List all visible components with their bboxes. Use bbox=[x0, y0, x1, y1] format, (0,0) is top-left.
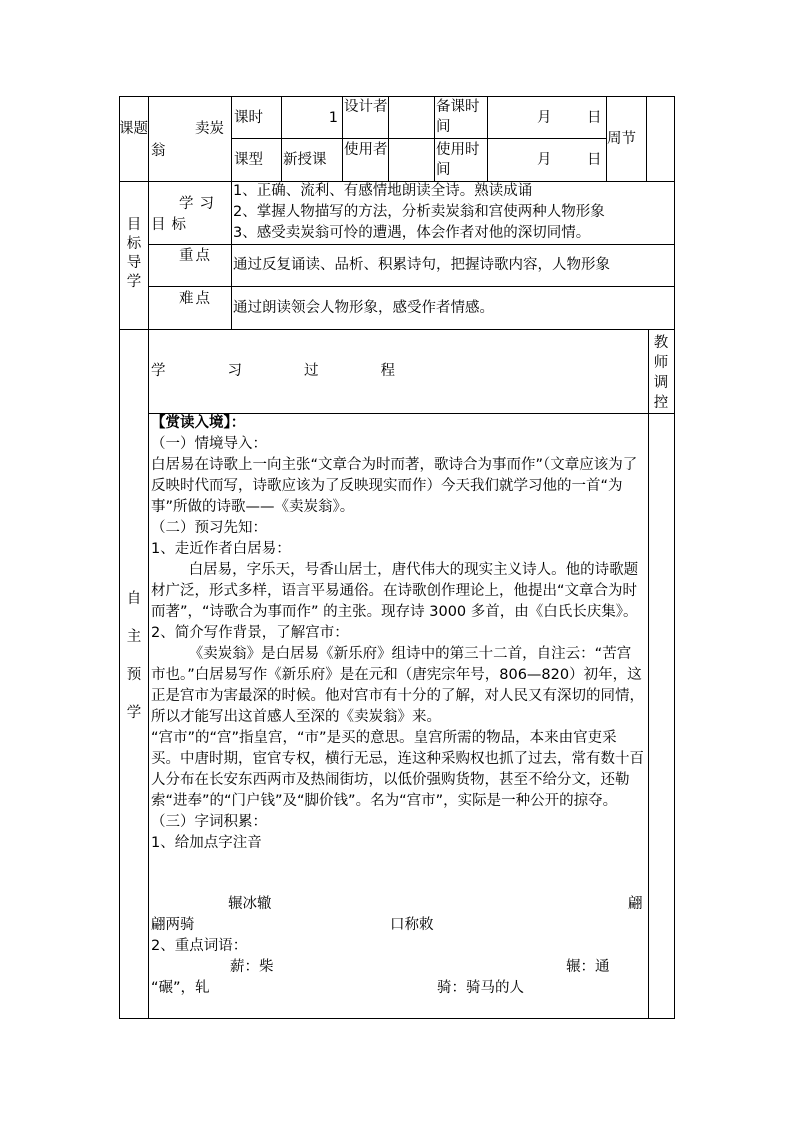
objective-3: 3、感受卖炭翁可怜的遭遇，体会作者对他的深切同情。 bbox=[233, 225, 591, 241]
designer-label: 设计者 bbox=[344, 99, 388, 115]
type-label: 课型 bbox=[234, 152, 263, 168]
prep-day: 日 bbox=[587, 110, 602, 126]
pinyin-word-2: 翩 bbox=[628, 896, 643, 912]
table-border bbox=[119, 329, 675, 330]
table-border bbox=[148, 96, 149, 1019]
table-border bbox=[342, 96, 343, 181]
key-word-2: 辗：通 bbox=[566, 959, 610, 975]
background-item: 2、简介写作背景，了解宫市： bbox=[151, 625, 349, 641]
period-label: 课时 bbox=[234, 110, 263, 126]
table-border bbox=[646, 96, 647, 181]
table-border bbox=[281, 96, 282, 181]
background-text: 《卖炭翁》是白居易《新乐府》组诗中的第三十二首，自注云：“苦宫市也。”白居易写作《新乐府》是在元和（唐宪宗年号，806—820）初年，这正是宫市为害最深的时候。他对宫市有十分的了解，对人民又有深切的同情，所以才能写出这首感人至深的《卖炭翁》来。 bbox=[151, 646, 644, 725]
table-border bbox=[119, 96, 120, 1019]
objective-1: 1、正确、流利、有感情地朗读全诗。熟读成诵 bbox=[233, 183, 533, 199]
user-label: 使用者 bbox=[344, 142, 388, 158]
self-study-label: 自主预学 bbox=[126, 591, 142, 721]
period-value: 1 bbox=[328, 110, 338, 126]
table-border bbox=[648, 329, 649, 1019]
key-label: 重点 bbox=[179, 248, 212, 264]
objective-2: 2、掌握人物描写的方法，分析卖炭翁和宫使两种人物形象 bbox=[233, 204, 605, 220]
objectives-label: 学习目标 bbox=[151, 196, 220, 233]
process-label: 学习过程 bbox=[151, 363, 457, 379]
goals-section-label: 目标导学 bbox=[126, 217, 142, 290]
content-heading: 【赏读入境】： bbox=[151, 415, 246, 431]
topic-label: 课题 bbox=[119, 121, 148, 137]
key-words-item: 2、重点词语： bbox=[151, 938, 248, 954]
key-word-1: 薪：柴 bbox=[230, 959, 274, 975]
difficult-label: 难点 bbox=[179, 291, 212, 307]
palace-market-text: “宫市”的“宫”指皇宫，“市”是买的意思。皇宫所需的物品，本来由官吏采买。中唐时期，宦官专权，横行无忌，连这种采购权也抓了过去，常有数十百人分布在长安东西两市及热闹街坊，以低价强购货物，甚至不给分文，还勒索“进奉”的“门户钱”及“脚价钱”。名为“宫市”，实际是一种公开的掠夺。 bbox=[151, 730, 644, 809]
type-value: 新授课 bbox=[283, 152, 327, 168]
intro-title: （一）情境导入： bbox=[151, 436, 267, 452]
author-text: 白居易，字乐天，号香山居士，唐代伟大的现实主义诗人。他的诗歌题材广泛，形式多样，语言平易通俗。在诗歌创作理论上，他提出“文章合为时而著”，“诗歌合为事而作” 的主张。现存诗 3000 多首，由《白氏长庆集》。 bbox=[151, 562, 639, 620]
table-border bbox=[231, 138, 606, 139]
key-word-4: 骑：骑马的人 bbox=[437, 980, 524, 996]
pinyin-word-3: 翩两骑 bbox=[151, 917, 195, 933]
table-border bbox=[231, 96, 232, 329]
author-item: 1、走近作者白居易： bbox=[151, 541, 291, 557]
content-body bbox=[151, 413, 645, 854]
use-day: 日 bbox=[587, 152, 602, 168]
table-border bbox=[119, 1018, 675, 1019]
week-period-label: 周节 bbox=[607, 131, 636, 147]
lesson-title: 卖炭翁 bbox=[151, 121, 224, 159]
table-border bbox=[148, 286, 675, 287]
intro-text: 白居易在诗歌上一向主张“文章合为时而著，歌诗合为事而作”（文章应该为了反映时代而写，诗歌应该为了反映现实而作）今天我们就学习他的一首“为事”所做的诗歌——《卖炭翁》。 bbox=[151, 457, 638, 515]
preview-title: （二）预习先知： bbox=[151, 520, 267, 536]
table-border bbox=[388, 96, 389, 181]
teacher-control-label: 教师调控 bbox=[653, 335, 669, 411]
prep-month: 月 bbox=[537, 110, 552, 126]
prep-time-label: 备课时间 bbox=[436, 99, 480, 135]
pinyin-word-1: 辗冰辙 bbox=[228, 896, 272, 912]
table-border bbox=[434, 96, 435, 181]
table-border bbox=[674, 96, 675, 1019]
key-text: 通过反复诵读、品析、积累诗句，把握诗歌内容，人物形象 bbox=[233, 257, 610, 273]
use-time-label: 使用时间 bbox=[436, 142, 480, 178]
table-border bbox=[119, 96, 675, 97]
pinyin-word-4: 口称敕 bbox=[390, 917, 434, 933]
key-word-3: “碾”，轧 bbox=[151, 980, 210, 996]
pinyin-item: 1、给加点字注音 bbox=[151, 835, 262, 851]
difficult-text: 通过朗读领会人物形象，感受作者情感。 bbox=[233, 300, 494, 316]
use-month: 月 bbox=[537, 152, 552, 168]
vocab-title: （三）字词积累： bbox=[151, 814, 267, 830]
table-border bbox=[148, 244, 675, 245]
